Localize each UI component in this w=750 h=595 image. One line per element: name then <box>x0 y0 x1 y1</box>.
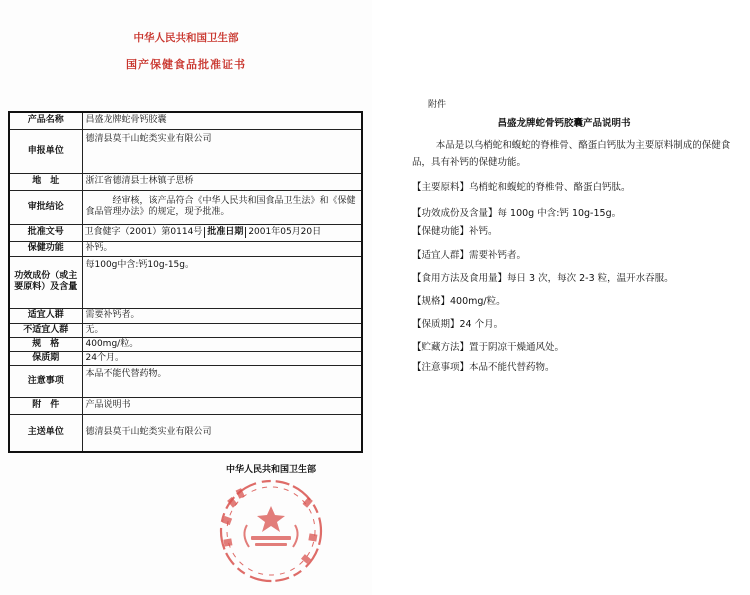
label-unsuitable: 不适宜人群 <box>9 323 82 337</box>
instruction-value: 每 100g 中含:钙 10g-15g。 <box>497 208 622 219</box>
value-product-name: 昌盛龙牌蛇骨钙胶囊 <box>82 112 362 129</box>
instruction-line <box>412 250 742 262</box>
certificate-page <box>0 0 372 595</box>
attachment-page <box>378 0 750 595</box>
attachment-intro: 本品是以乌梢蛇和蝮蛇的脊椎骨、酪蛋白钙肽为主要原料制成的保健食品，具有补钙的保健功能。 <box>412 140 731 168</box>
instruction-key: 【注意事项】 <box>412 362 470 373</box>
row-applicant <box>9 129 362 173</box>
label-address: 地 址 <box>9 173 82 190</box>
attachment-title: 昌盛龙牌蛇骨钙胶囊产品说明书 <box>497 118 631 129</box>
approval-cell <box>82 224 362 241</box>
instruction-key: 【功效成份及含量】 <box>412 208 498 219</box>
certificate-title: 国产保健食品批准证书 <box>126 58 246 71</box>
instruction-line <box>412 208 742 220</box>
instruction-line <box>412 273 742 285</box>
value-spec: 400mg/粒。 <box>82 337 362 351</box>
certificate-table <box>8 111 363 453</box>
value-function: 补钙。 <box>82 241 362 256</box>
row-spec <box>9 337 362 351</box>
instruction-key: 【适宜人群】 <box>412 250 470 261</box>
label-product-name: 产品名称 <box>9 112 82 129</box>
value-ingredients: 每100g中含:钙10g-15g。 <box>82 256 362 308</box>
instruction-key: 【规格】 <box>412 296 451 307</box>
value-conclusion: 经审核，该产品符合《中华人民共和国食品卫生法》和《保健食品管理办法》的规定，现予批准。 <box>82 190 362 224</box>
label-attachment: 附 件 <box>9 397 82 414</box>
official-seal-icon <box>207 473 329 583</box>
instruction-value: 需要补钙者。 <box>469 250 527 261</box>
instruction-key: 【贮藏方法】 <box>412 342 470 353</box>
label-approval-date: 批准日期 <box>204 227 245 238</box>
value-approval-date: 2001年05月20日 <box>245 227 323 238</box>
label-suitable: 适宜人群 <box>9 308 82 323</box>
value-approval-no: 卫食健字（2001）第0114号 <box>84 227 203 237</box>
row-approval <box>9 224 362 241</box>
label-notes: 注意事项 <box>9 365 82 397</box>
label-ingredients: 功效成份（或主要原料）及含量 <box>9 256 82 308</box>
instruction-value: 每日 3 次，每次 2-3 粒，温开水吞服。 <box>507 273 674 284</box>
instruction-value: 本品不能代替药物。 <box>469 362 555 373</box>
row-product-name <box>9 112 362 129</box>
value-notes: 本品不能代替药物。 <box>82 365 362 397</box>
label-spec: 规 格 <box>9 337 82 351</box>
instruction-value: 400mg/粒。 <box>450 296 506 307</box>
value-attachment: 产品说明书 <box>82 397 362 414</box>
row-function <box>9 241 362 256</box>
value-address: 浙江省德清县士林镇子思桥 <box>82 173 362 190</box>
instruction-line <box>412 226 742 238</box>
value-unsuitable: 无。 <box>82 323 362 337</box>
certificate-issuer: 中华人民共和国卫生部 <box>133 32 239 44</box>
row-unsuitable <box>9 323 362 337</box>
footer-issuer: 中华人民共和国卫生部 <box>226 465 317 475</box>
row-shelf-life <box>9 351 362 365</box>
row-conclusion <box>9 190 362 224</box>
instruction-value: 乌梢蛇和蝮蛇的脊椎骨、酪蛋白钙肽。 <box>469 182 631 193</box>
instruction-line <box>412 182 742 194</box>
instruction-line <box>412 296 742 308</box>
instruction-key: 【主要原料】 <box>412 182 470 193</box>
instruction-value: 置于阴凉干燥通风处。 <box>469 342 565 353</box>
row-suitable <box>9 308 362 323</box>
instruction-value: 24 个月。 <box>459 319 504 330</box>
row-ingredients <box>9 256 362 308</box>
label-shelf-life: 保质期 <box>9 351 82 365</box>
attachment-label: 附件 <box>428 100 447 110</box>
label-approval-no: 批准文号 <box>9 224 82 241</box>
instruction-line <box>412 362 742 374</box>
row-attachment <box>9 397 362 414</box>
instruction-value: 补钙。 <box>469 226 498 237</box>
value-shelf-life: 24个月。 <box>82 351 362 365</box>
label-applicant: 申报单位 <box>9 129 82 173</box>
row-address <box>9 173 362 190</box>
label-function: 保健功能 <box>9 241 82 256</box>
row-notes <box>9 365 362 397</box>
instruction-key: 【保健功能】 <box>412 226 470 237</box>
row-recipient <box>9 414 362 452</box>
instruction-line <box>412 319 742 331</box>
value-applicant: 德清县莫干山蛇类实业有限公司 <box>82 129 362 173</box>
label-recipient: 主送单位 <box>9 414 82 452</box>
value-recipient: 德清县莫干山蛇类实业有限公司 <box>82 414 362 452</box>
label-conclusion: 审批结论 <box>9 190 82 224</box>
instruction-key: 【保质期】 <box>412 319 460 330</box>
instruction-line <box>412 342 742 354</box>
value-suitable: 需要补钙者。 <box>82 308 362 323</box>
instruction-key: 【食用方法及食用量】 <box>412 273 508 284</box>
